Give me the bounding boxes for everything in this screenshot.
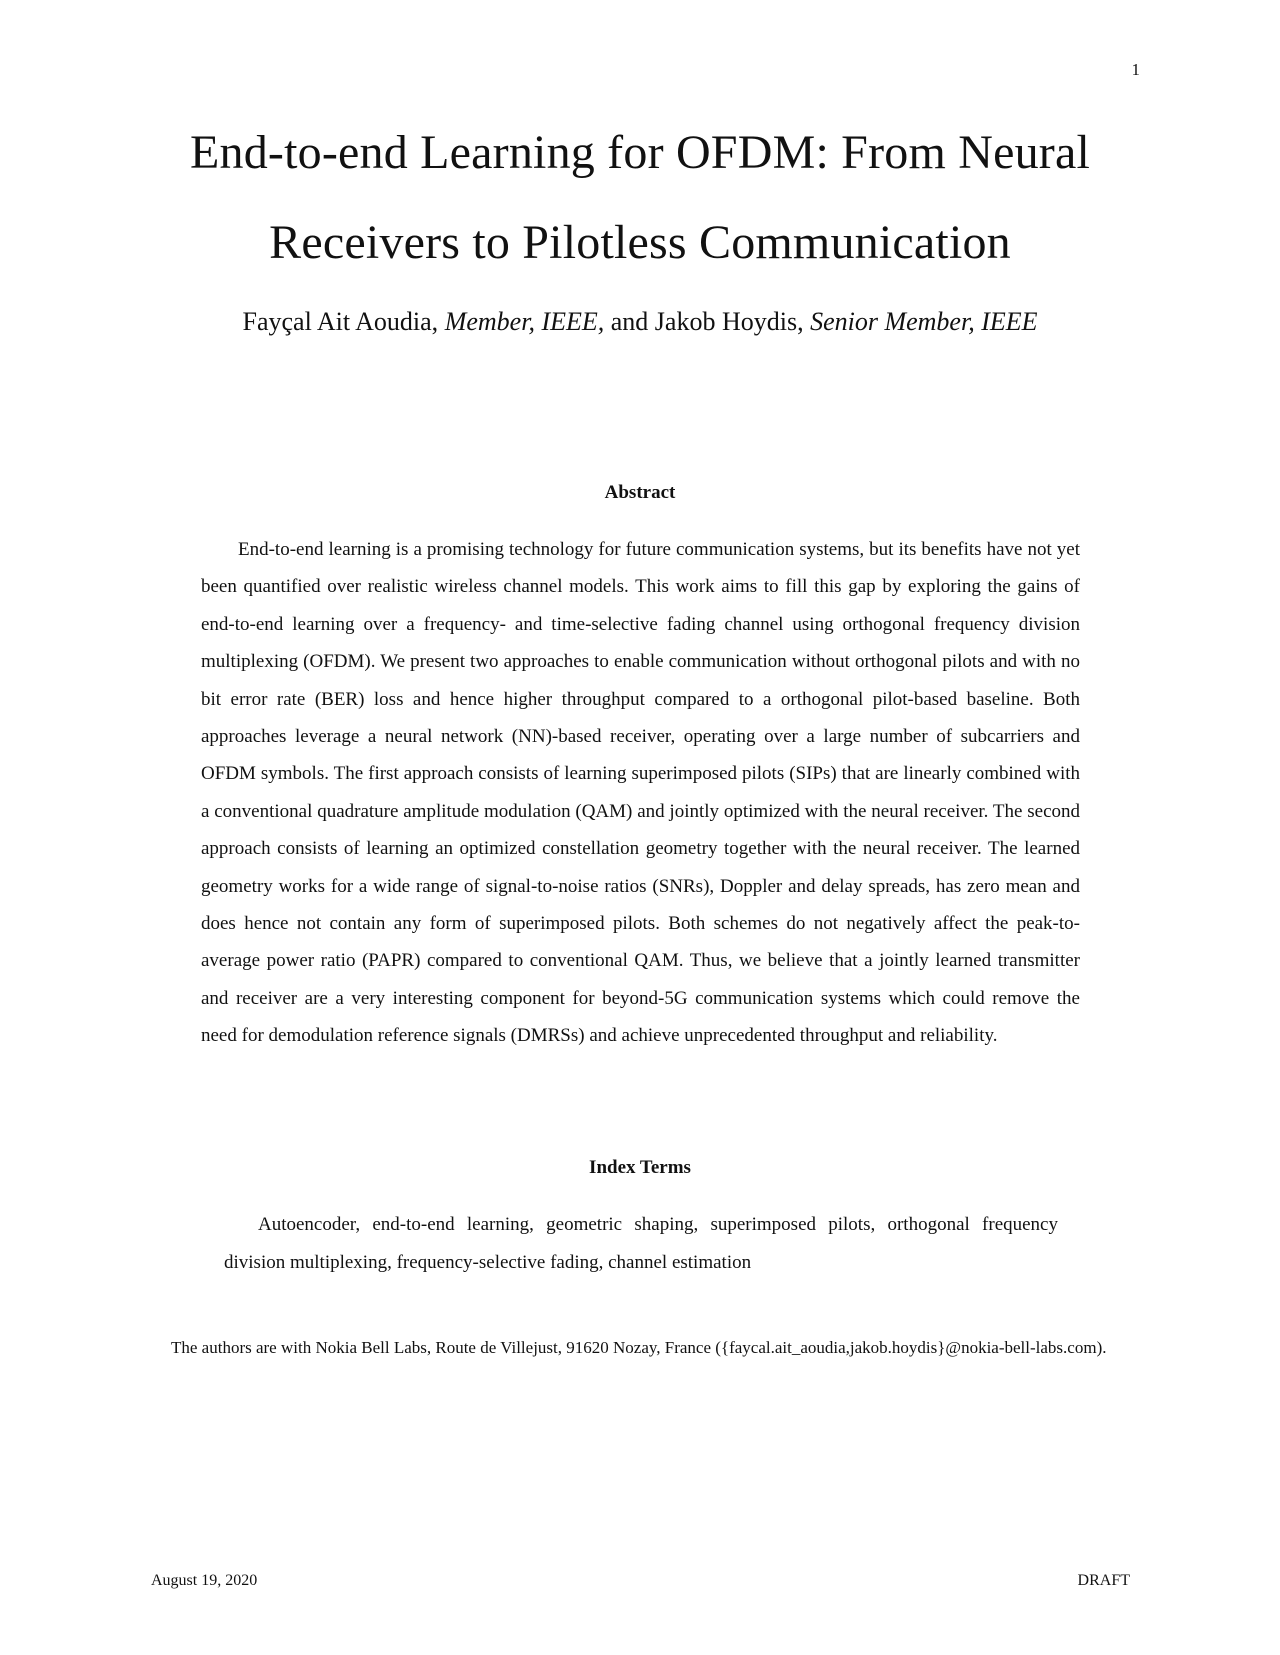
paper-title-line-1: End-to-end Learning for OFDM: From Neural: [190, 126, 1090, 179]
footer-draft-label: DRAFT: [1077, 1572, 1130, 1589]
author-1-name: Fayçal Ait Aoudia,: [242, 307, 439, 336]
paper-title: [100, 108, 1180, 288]
index-terms-heading: Index Terms: [589, 1157, 691, 1178]
abstract-heading: Abstract: [604, 482, 676, 503]
abstract-body: End-to-end learning is a promising technology for future communication systems, but its benefits have not yet been quantified over realistic wireless channel models. This work aims to fill this gap by exploring the gains of end-to-end learning over a frequency- and time-selective fading channel using orthogonal frequency division multiplexing (OFDM). We present two approaches to enable communication without orthogonal pilots and with no bit error rate (BER) loss and hence higher throughput compared to a orthogonal pilot-based baseline. Both approaches leverage a neural network (NN)-based receiver, operating over a large number of subcarriers and OFDM symbols. The first approach consists of learning superimposed pilots (SIPs) that are linearly combined with a conventional quadrature amplitude modulation (QAM) and jointly optimized with the neural receiver. The second approach consists of learning an optimized constellation geometry together with the neural receiver. The learned geometry works for a wide range of signal-to-noise ratios (SNRs), Doppler and delay spreads, has zero mean and does hence not contain any form of superimposed pilots. Both schemes do not negatively affect the peak-to-average power ratio (PAPR) compared to conventional QAM. Thus, we believe that a jointly learned transmitter and receiver are a very interesting component for beyond-5G communication systems which could remove the need for demodulation reference signals (DMRSs) and achieve unprecedented throughput and reliability.: [201, 539, 1080, 1047]
author-connector: and: [610, 307, 649, 336]
page-number: 1: [1131, 60, 1140, 79]
paper-title-line-2: Receivers to Pilotless Communication: [269, 216, 1011, 269]
author-affiliation-footnote: The authors are with Nokia Bell Labs, Route de Villejust, 91620 Nozay, France ({faycal.ait_aoudia,jakob.hoydis}@nokia-bell-labs.com).: [171, 1338, 1107, 1357]
author-list: [100, 302, 1180, 342]
author-1-role: Member, IEEE,: [444, 307, 605, 336]
index-terms-body: Autoencoder, end-to-end learning, geometric shaping, superimposed pilots, orthogonal frequency division multiplexing, frequency-selective fading, channel estimation: [224, 1214, 1058, 1273]
footer-date: August 19, 2020: [151, 1572, 258, 1589]
author-2-role: Senior Member, IEEE: [810, 307, 1038, 336]
author-2-name: Jakob Hoydis,: [654, 307, 804, 336]
